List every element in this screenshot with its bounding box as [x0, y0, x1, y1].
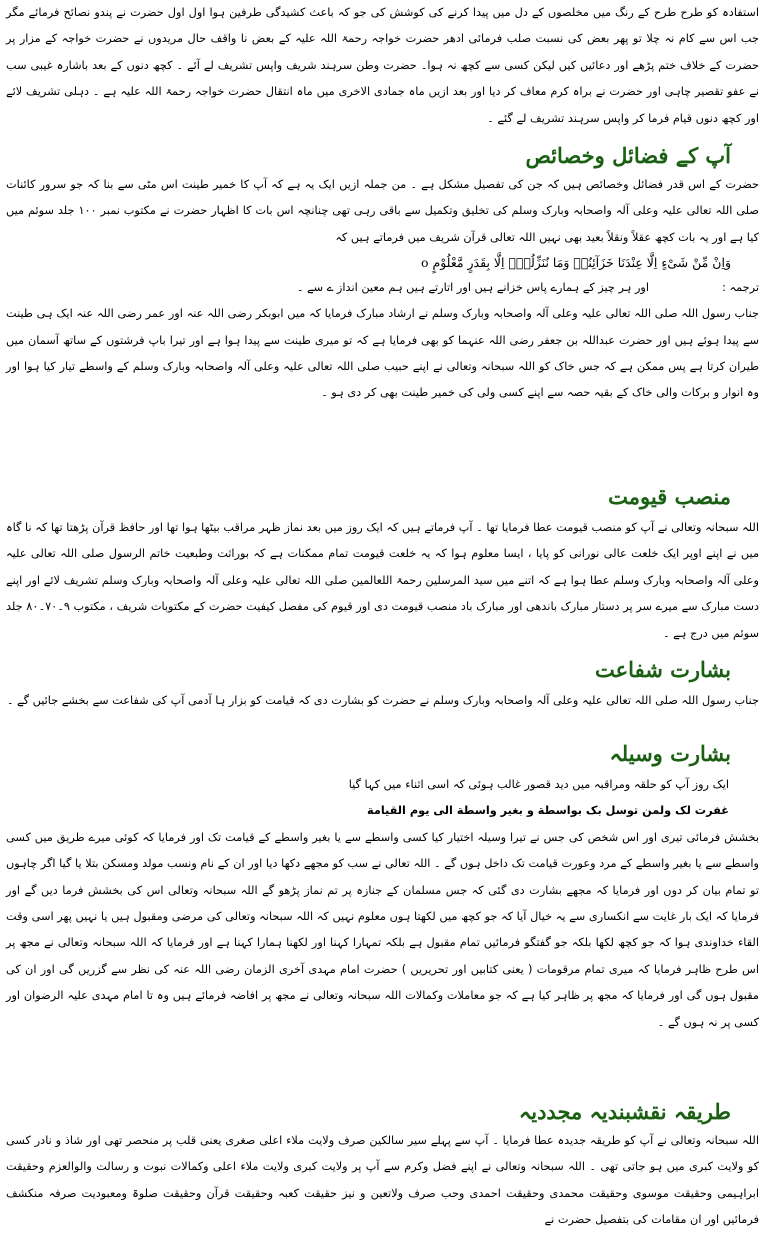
tariqa-paragraph: اللہ سبحانہ وتعالی نے آپ کو طریقہ جدیدہ عطا فرمایا ۔ آپ سے پہلے سیر سالکین صرف ولایت ملاء اعلی صغری یعنی قلب پر منحصر تھی اور شاذ و نادر کسی کو ولایت کبری میں ہو جاتی تھی ۔ اللہ سبحانہ وتعالی نے اپنے فضل وکرم سے آپ پر ولایت کبری ولایت ملاء اعلی وکمالات نبوت و رسالت والوالعزم وحقیقت ابراہیمی وحقیقت موسوی وحقیقت محمدی وحقیقت احمدی وحب صرف ولاتعین و نیز حقیقت کعبہ وحقیقت قرآن وحقیقت صلوۃ ومعبودیت صرفہ منکشف فرمائیں اور ان مقامات کی بتفصیل حضرت نے — [6, 1134, 759, 1227]
intro-paragraph: استفادہ کو طرح طرح کے رنگ میں مخلصوں کے دل میں پیدا کرنے کی کوشش کی جو کہ باعث کشیدگی طرفین ہوا اول اول حضرت نے پندو نصائح فرمائے مگر جب اس سے کام نہ چلا تو پھر بعض کی نسبت صلب فرمائی ادھر حضرت خواجہ رحمۃ اللہ علیہ کے بعض نا واقف حال مریدوں نے حضرت خواجہ کے مزار پر حضرت کے خلاف ختم پڑھے اور دعائیں کیں لیکن کسی سے کچھ نہ ہوا۔ حضرت وطن سرہند شریف واپس تشریف لے آئے ۔ کچھ دنوں کے بعد باشارہ غیبی سب نے عفو تقصیر چاہی اور حضرت نے براہ کرم معاف کر دیا اور بعد ازیں ماہ جمادی الاخری میں ماہ انتقال حضرت خواجہ رحمۃ اللہ علیہ ہے ۔ دہلی تشریف لائے اور کچھ دنوں قیام فرما کر واپس سرہند تشریف لے گئے ۔ — [6, 6, 759, 125]
section-shafaat-body — [6, 688, 759, 714]
section-qayyumiyat — [6, 483, 759, 511]
section-heading-tariqa: طریقہ نقشبندیہ مجددیہ — [518, 1099, 731, 1124]
section-heading-fazail: آپ کے فضائل وخصائص — [525, 143, 731, 168]
translation-row — [6, 275, 759, 301]
wasila-paragraph: بخشش فرمائی تیری اور اس شخص کی جس نے تیرا وسیلہ اختیار کیا کسی واسطے سے یا بغیر واسطے کے قیامت تک اور فرمایا کہ کوئی میرے طریق میں کسی واسطے سے یا بغیر واسطے کے مرد وعورت قیامت تک داخل ہوں گے ۔ اللہ تعالی نے سب کو مجھے دکھا دیا اور ان کے نام ونسب مولد ومسکن بتلا یا گیا اگر چاہوں تو تمام بیان کر دوں اور فرمایا کہ مجھے بشارت دی گئی کہ جس مسلمان کے جنازہ پر تم نماز پڑھو گے اللہ سبحانہ وتعالی اس کی بخشش فرما دیں گے اور فرمایا کہ ایک بار غایت سے انکساری سے یہ خیال آیا کہ جو کچھ میں لکھتا ہوں معلوم نہیں کہ اللہ سبحانہ وتعالی کی مرضی ومقبول ہیں یا نہیں پھر اسی وقت القاء خداوندی ہوا کہ جو کچھ لکھا بلکہ جو گفتگو فرمائیں تمام مقبول ہے بلکہ تمہارا کہنا اور لکھنا ہمارا کہنا ہے اور فرمایا کہ اللہ سبحانہ وتعالی نے مجھ پر اس طرح ظاہر فرمایا کہ میری تمام مرقومات ( یعنی کتابیں اور تحریریں ) حضرت امام مہدی آخری الزمان رضی اللہ عنہ کی نظر سے گزریں گی اور ان کی مقبول ہوں گی اور فرمایا کہ مجھ پر ظاہر کیا ہے کہ جو معاملات وکمالات اللہ سبحانہ وتعالی نے مجھ پر افاضہ فرمائے ہیں وہ تا امام مہدی علیہ الرضوان اور کسی پر نہ ہوں گے ۔ — [6, 830, 759, 1029]
section-fazail-body — [6, 172, 759, 407]
section-wasila-body — [6, 772, 759, 1036]
translation-label: ترجمہ : — [722, 281, 759, 295]
intro-block — [6, 0, 759, 132]
translation-text: اور ہر چیز کے ہمارے پاس خزانے ہیں اور اتارتے ہیں ہم معین انداز ے سے ۔ — [296, 281, 649, 295]
section-qayyumiyat-body — [6, 515, 759, 647]
section-tariqa-body — [6, 1128, 759, 1234]
section-heading-wasila: بشارت وسیلہ — [609, 741, 731, 766]
section-heading-shafaat: بشارت شفاعت — [595, 657, 731, 682]
section-wasila — [6, 740, 759, 768]
wasila-line-1: ایک روز آپ کو حلقہ ومراقبہ میں دید قصور غالب ہوئی کہ اسی اثناء میں کہا گیا — [348, 778, 729, 791]
fazail-paragraph-1: حضرت کے اس قدر فضائل وخصائص ہیں کہ جن کی تفصیل مشکل ہے ۔ من جملہ ازیں ایک یہ ہے کہ آپ کا خمیر طینت اس مٹی سے بنا کہ جو سرور کائنات صلی اللہ تعالی علیہ وعلی آلہ واصحابہ وبارک وسلم کی تخلیق وتکمیل سے باقی رہی تھی چنانچہ اس بات کا اظہار حضرت نے مکتوب نمبر ۱۰۰ جلد سوئم میں کیا ہے اور یہ بات کچھ عقلاً ونقلاً بعید بھی نہیں اللہ تعالی قرآن شریف میں فرماتے ہیں کہ — [6, 178, 760, 244]
section-shafaat — [6, 656, 759, 684]
wasila-arabic-line: غفرت لک ولمن توسل بک بواسطة و بغیر واسطة الی یوم القیامة — [366, 804, 729, 818]
section-tariqa — [6, 1098, 759, 1126]
qayyumiyat-paragraph: اللہ سبحانہ وتعالی نے آپ کو منصب قیومت عطا فرمایا تھا ۔ آپ فرماتے ہیں کہ ایک روز میں بعد نماز ظہر مراقب بیٹھا ہوا تھا اور حافظ قرآن پڑھتا تھا کہ نا گاہ میں نے اپنے اوپر ایک خلعت عالی نورانی کو پایا ، ایسا معلوم ہوا کہ یہ خلعت قیومت تمام ممکنات ہے کہ بوراثت وطبعیت خاتم الرسول صلی اللہ تعالی علیہ وعلی آلہ واصحابہ وبارک وسلم عطا ہوا ہے کہ اتنے میں سید المرسلین رحمۃ اللعالمین صلی اللہ تعالی علیہ وعلی آلہ واصحابہ وبارک وسلم تشریف لائے اور اپنے دست مبارک سے میرے سر پر دستار مبارک باندھی اور مبارک باد منصب قیومت دی اور قیوم کی مفصل کیفیت حضرت کے مکتوبات شریف ، مکتوب ۹۔۷۰۔۸۰ جلد سوئم میں درج ہے ۔ — [6, 521, 759, 640]
section-fazail — [6, 142, 759, 170]
quran-verse: وَاِنْ مِّنْ شَیْءٍ اِلَّا عِنْدَنَا خَزَآئِنُہٗ وَمَا نُنَزِّلُہٗٓ اِلَّا بِقَدَرٍ مَّعْلُوْمٍ o — [420, 255, 731, 271]
section-heading-qayyumiyat: منصب قیومت — [608, 484, 731, 509]
fazail-paragraph-2: جناب رسول اللہ صلی اللہ تعالی علیہ وعلی آلہ واصحابہ وبارک وسلم نے ارشاد مبارک فرمایا کہ میں ابوبکر رضی اللہ عنہ اور عمر رضی اللہ عنہ ایک ہی طینت سے پیدا ہوئے ہیں اور حضرت عبداللہ بن جعفر رضی اللہ عنہما کو بھی فرمایا ہے کہ تو میری طینت سے پیدا ہوا ہے اور تیرا باپ فرشتوں کے ساتھ آسمان میں طیران کرتا ہے پس ممکن ہے کہ جس خاک کو اللہ سبحانہ وتعالی نے اپنے حبیب صلی اللہ تعالی علیہ وعلی آلہ واصحابہ وبارک وسلم کے واسطے تیار کیا ہوا اور وہ انوار و برکات والی خاک کے بقیہ حصہ سے اپنے کسی ولی کی خمیر طینت بھی کر دی ہو ۔ — [6, 307, 759, 400]
shafaat-paragraph: جناب رسول اللہ صلی اللہ تعالی علیہ وعلی آلہ واصحابہ وبارک وسلم نے حضرت کو بشارت دی کہ قیامت کو بزار ہا آدمی آپ کی شفاعت سے بخشے جائیں گے ۔ — [6, 694, 759, 707]
